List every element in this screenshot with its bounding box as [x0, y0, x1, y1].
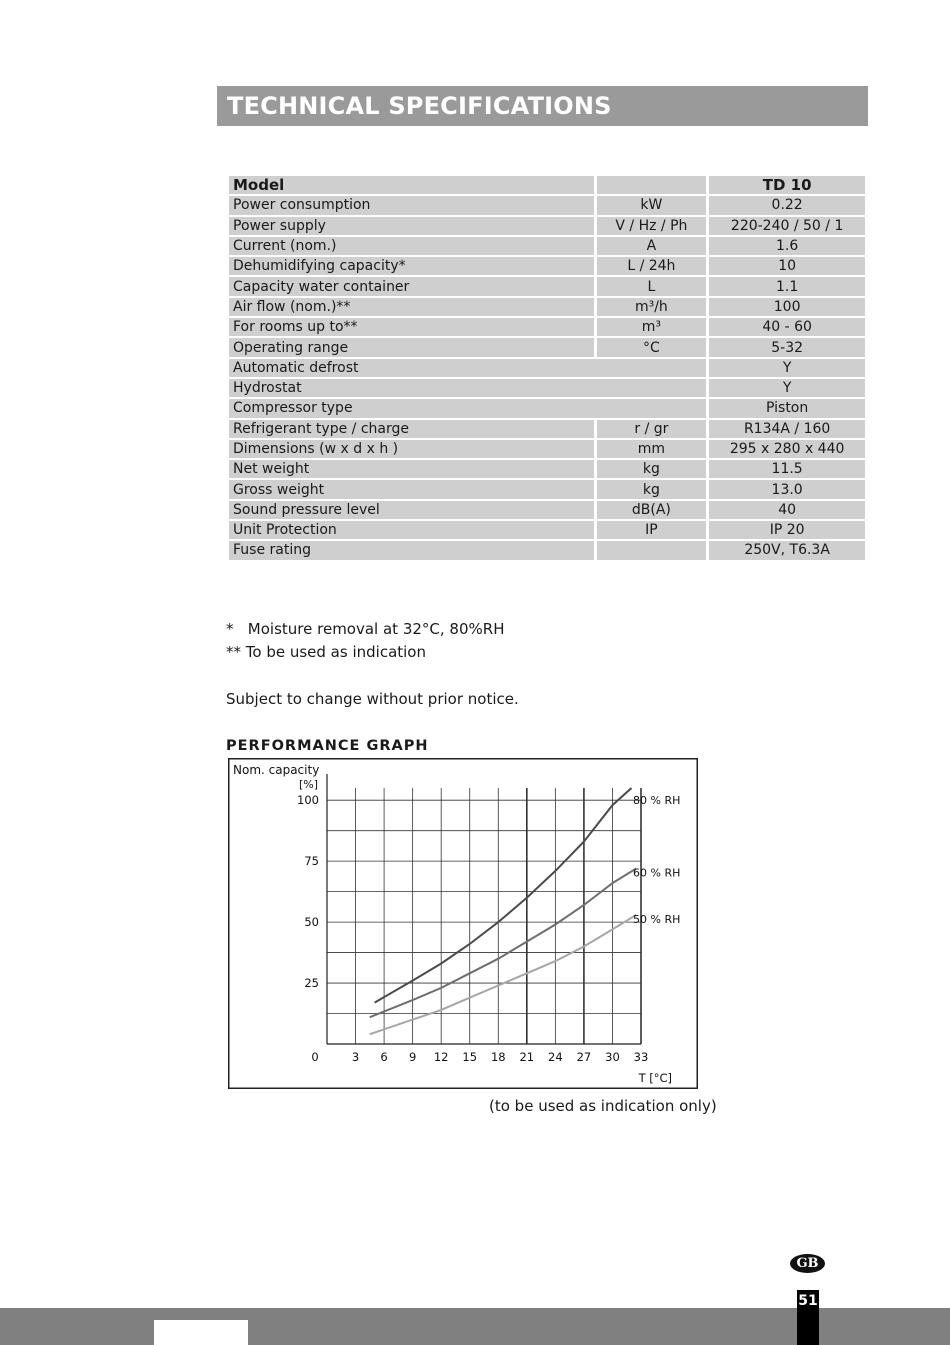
graph-heading: PERFORMANCE GRAPH	[226, 738, 429, 754]
table-row	[229, 257, 865, 275]
spec-unit: IP	[597, 521, 707, 539]
spec-table-body	[229, 176, 865, 560]
spec-unit: L / 24h	[597, 257, 707, 275]
y-tick-label: 75	[304, 854, 319, 869]
spec-param: Operating range	[229, 338, 594, 356]
spec-param: Unit Protection	[229, 521, 594, 539]
spec-unit: dB(A)	[597, 501, 707, 519]
spec-unit: mm	[597, 440, 707, 458]
table-row	[229, 379, 865, 397]
series-label: 50 % RH	[633, 912, 681, 926]
y-tick-label: 100	[297, 793, 319, 808]
spec-value: 1.1	[709, 277, 865, 295]
spec-param: Automatic defrost	[229, 359, 706, 377]
table-row	[229, 501, 865, 519]
spec-unit: r / gr	[597, 420, 707, 438]
spec-value: IP 20	[709, 521, 865, 539]
spec-unit	[597, 541, 707, 559]
header-model-name: TD 10	[709, 176, 865, 194]
spec-value: Y	[709, 379, 865, 397]
graph-footnote: (to be used as indication only)	[489, 1097, 717, 1115]
spec-value: 13.0	[709, 480, 865, 498]
page-number: 51	[797, 1290, 819, 1345]
table-row	[229, 318, 865, 336]
spec-unit: V / Hz / Ph	[597, 217, 707, 235]
table-row	[229, 237, 865, 255]
spec-unit: L	[597, 277, 707, 295]
header-unit	[597, 176, 707, 194]
spec-unit: kW	[597, 196, 707, 214]
spec-value: 220-240 / 50 / 1	[709, 217, 865, 235]
spec-value: 100	[709, 298, 865, 316]
spec-value: 1.6	[709, 237, 865, 255]
x-tick-label: 9	[408, 1050, 417, 1064]
x-tick-label: 18	[490, 1050, 506, 1064]
x-tick-label: 15	[462, 1050, 478, 1064]
x-tick-label: 30	[605, 1050, 620, 1064]
page-title: TECHNICAL SPECIFICATIONS	[217, 86, 868, 126]
spec-table	[226, 174, 868, 562]
spec-unit: kg	[597, 480, 707, 498]
spec-unit: kg	[597, 460, 707, 478]
y-tick-label: 50	[304, 915, 319, 930]
performance-graph	[228, 758, 698, 1089]
y-tick-label: 25	[304, 976, 319, 991]
region-badge: GB	[790, 1254, 825, 1273]
table-row	[229, 440, 865, 458]
chart-frame	[229, 759, 698, 1089]
table-row	[229, 480, 865, 498]
spec-value: 40	[709, 501, 865, 519]
spec-value: 40 - 60	[709, 318, 865, 336]
spec-param: Compressor type	[229, 399, 706, 417]
performance-chart	[228, 758, 698, 1089]
header-model-label: Model	[229, 176, 594, 194]
x-tick-label: 6	[380, 1050, 388, 1064]
footnote-1: * Moisture removal at 32°C, 80%RH	[226, 620, 505, 638]
spec-unit: m³	[597, 318, 707, 336]
series-label: 80 % RH	[633, 794, 681, 807]
spec-param: Capacity water container	[229, 277, 594, 295]
spec-param: Current (nom.)	[229, 237, 594, 255]
spec-value: 10	[709, 257, 865, 275]
table-header-row	[229, 176, 865, 194]
spec-param: Power supply	[229, 217, 594, 235]
spec-value: Y	[709, 359, 865, 377]
table-row	[229, 399, 865, 417]
table-row	[229, 460, 865, 478]
spec-value: 0.22	[709, 196, 865, 214]
x-tick-label: 24	[548, 1050, 563, 1064]
series-label: 60 % RH	[633, 866, 681, 880]
x-tick-label: 0	[311, 1050, 319, 1064]
spec-value: 11.5	[709, 460, 865, 478]
x-tick-label: 21	[519, 1050, 535, 1064]
table-row	[229, 217, 865, 235]
x-tick-label: 27	[576, 1050, 592, 1064]
table-row	[229, 521, 865, 539]
spec-param: Air flow (nom.)**	[229, 298, 594, 316]
footer-tab	[154, 1320, 248, 1345]
y-axis-unit: [%]	[298, 778, 318, 791]
x-tick-label: 33	[633, 1050, 649, 1064]
table-row	[229, 541, 865, 559]
spec-value: 295 x 280 x 440	[709, 440, 865, 458]
table-row	[229, 298, 865, 316]
spec-param: Power consumption	[229, 196, 594, 214]
spec-unit: A	[597, 237, 707, 255]
spec-param: Sound pressure level	[229, 501, 594, 519]
x-tick-label: 12	[433, 1050, 449, 1064]
table-row	[229, 196, 865, 214]
spec-value: R134A / 160	[709, 420, 865, 438]
spec-param: Dimensions (w x d x h )	[229, 440, 594, 458]
spec-unit: m³/h	[597, 298, 707, 316]
x-axis-label: T [°C]	[638, 1071, 672, 1085]
footnotes	[226, 618, 504, 664]
spec-param: Refrigerant type / charge	[229, 420, 594, 438]
spec-param: Hydrostat	[229, 379, 706, 397]
spec-param: Fuse rating	[229, 541, 594, 559]
table-row	[229, 359, 865, 377]
disclaimer: Subject to change without prior notice.	[226, 690, 519, 708]
spec-param: Dehumidifying capacity*	[229, 257, 594, 275]
spec-param: Gross weight	[229, 480, 594, 498]
spec-value: Piston	[709, 399, 865, 417]
spec-param: For rooms up to**	[229, 318, 594, 336]
spec-param: Net weight	[229, 460, 594, 478]
table-row	[229, 420, 865, 438]
y-axis-label: Nom. capacity	[233, 763, 320, 777]
spec-value: 5-32	[709, 338, 865, 356]
spec-unit: °C	[597, 338, 707, 356]
footnote-2: ** To be used as indication	[226, 643, 426, 661]
spec-value: 250V, T6.3A	[709, 541, 865, 559]
table-row	[229, 338, 865, 356]
x-tick-label: 3	[351, 1050, 360, 1064]
table-row	[229, 277, 865, 295]
